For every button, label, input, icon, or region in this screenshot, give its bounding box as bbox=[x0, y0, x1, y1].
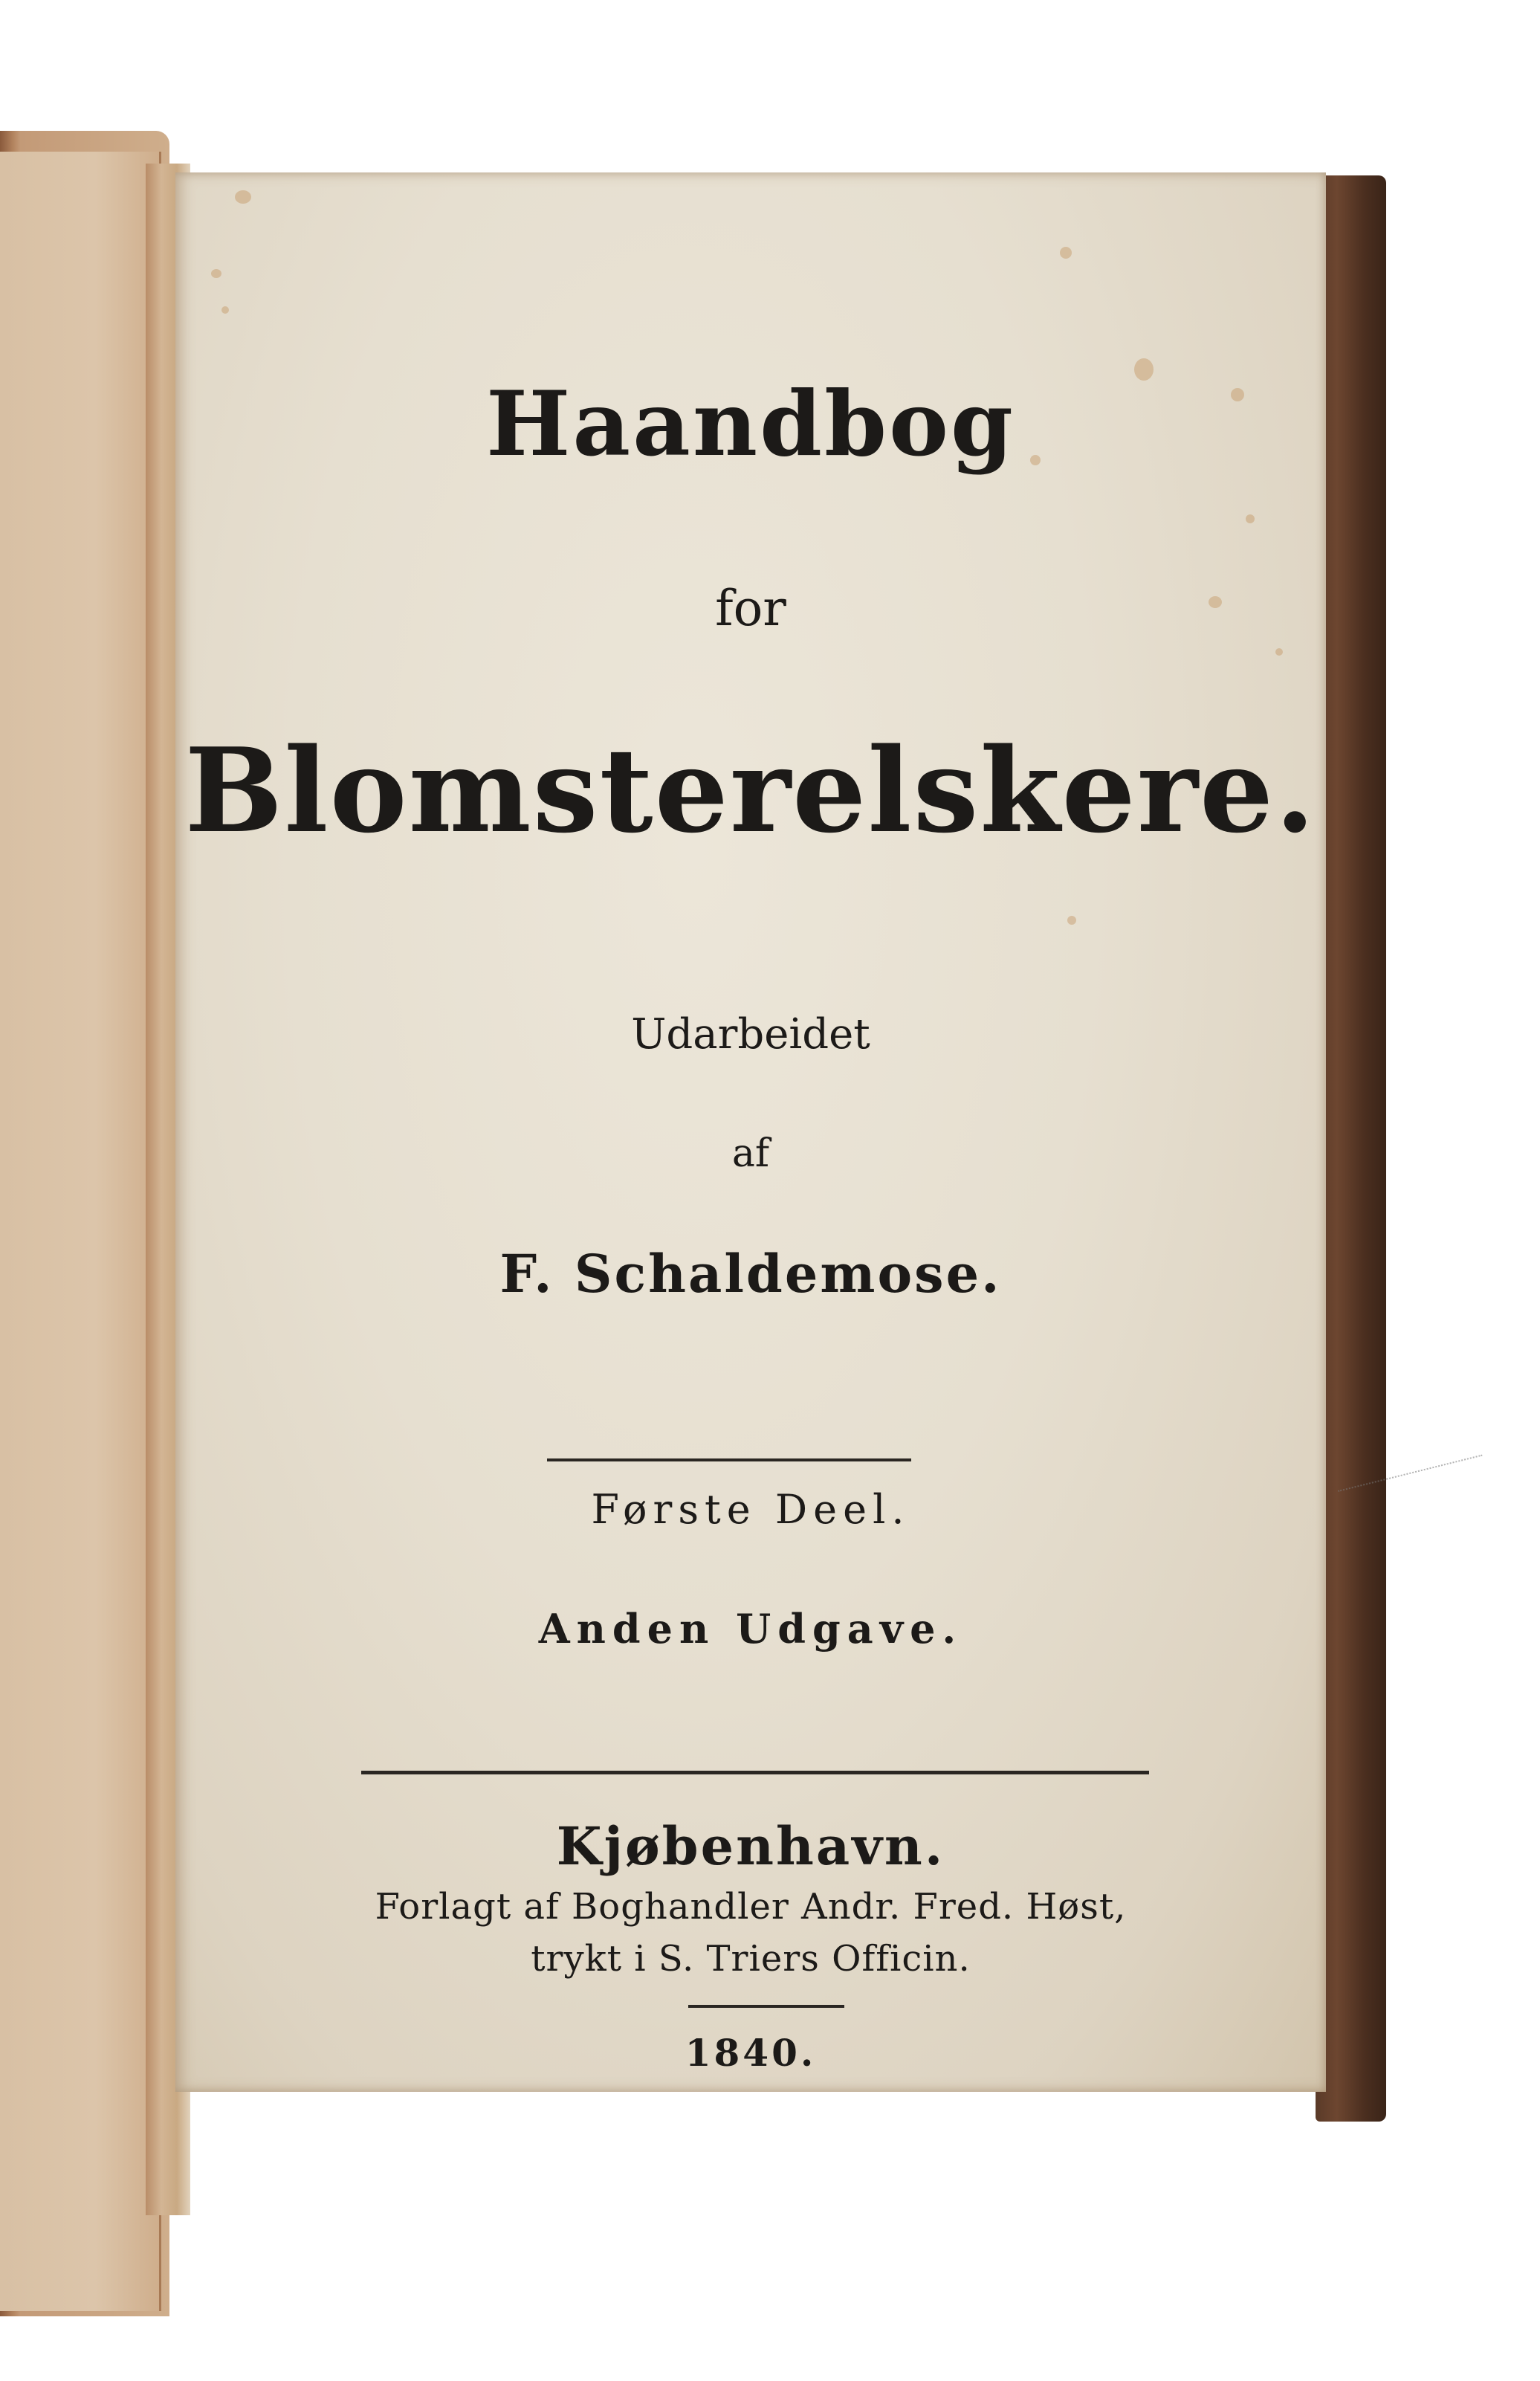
prepared-line: Udarbeidet bbox=[631, 1010, 870, 1059]
divider-rule bbox=[688, 2005, 844, 2008]
book-subject: Blomsterelskere. bbox=[184, 723, 1317, 859]
foxing-spot bbox=[1275, 648, 1283, 656]
divider-rule bbox=[361, 1771, 1149, 1774]
author-name: F. Schaldemose. bbox=[499, 1243, 1002, 1305]
foxing-spot bbox=[1067, 916, 1076, 925]
by-line: af bbox=[731, 1131, 770, 1176]
publication-year: 1840. bbox=[685, 2031, 817, 2075]
imprint-publisher: Forlagt af Boghandler Andr. Fred. Høst, bbox=[375, 1886, 1127, 1928]
foxing-spot bbox=[211, 269, 221, 278]
volume-part: Første Deel. bbox=[591, 1486, 910, 1533]
title-connector: for bbox=[715, 580, 786, 637]
back-cover-board bbox=[1316, 175, 1386, 2122]
divider-rule bbox=[547, 1458, 911, 1461]
edition-line: Anden Udgave. bbox=[538, 1605, 963, 1653]
title-page bbox=[175, 172, 1326, 2092]
flyleaf-page bbox=[0, 152, 161, 2311]
foxing-spot bbox=[1060, 247, 1072, 259]
imprint-printer: trykt i S. Triers Officin. bbox=[531, 1938, 971, 1980]
foxing-spot bbox=[235, 190, 251, 204]
foxing-spot bbox=[1246, 514, 1255, 523]
foxing-spot bbox=[221, 306, 229, 314]
imprint-city: Kjøbenhavn. bbox=[556, 1815, 945, 1877]
book-title: Haandbog bbox=[486, 372, 1015, 476]
